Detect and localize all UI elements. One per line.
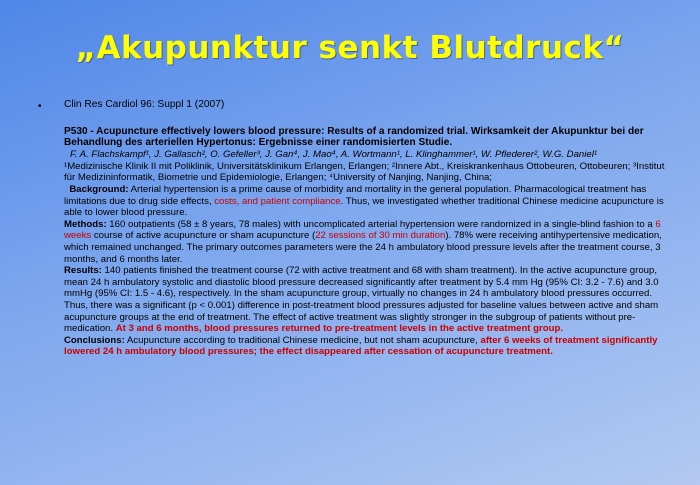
methods-label: Methods: <box>64 218 107 230</box>
methods-highlight-duration: 6 weeks <box>64 218 661 242</box>
background-text-end: . Thus, we investigated whether traditional Chinese medicine acupuncture is able to lower blood pressure. <box>64 195 664 219</box>
slide-title: „Akupunktur senkt Blutdruck“ <box>75 30 625 66</box>
methods-paragraph <box>64 219 670 265</box>
conclusions-label: Conclusions: <box>64 334 125 346</box>
methods-text: 160 outpatients (58 ± 8 years, 78 males) with uncomplicated arterial hypertension were randomized in a single-blind fashion to a <box>106 218 656 230</box>
conclusions-paragraph <box>64 335 670 358</box>
conclusions-text: Acupuncture according to traditional Chinese medicine, but not sham acupuncture, <box>124 334 481 346</box>
results-text: 140 patients finished the treatment course (72 with active treatment and 68 with sham treatment). In the active acupuncture group, mean 24 h ambulatory systolic and diastolic blood pressure decreased significantly after treatment by 5.4 mm Hg (95% CI: 3.2 - 7.6) and 3.0 mmHg (95% CI: 1.5 - 4.6), respectively. In the sham acupuncture group, virtually no changes in 24 h ambulatory blood pressures occurred. Thus, there was a significant (p < 0.001) difference in post-treatment blood pressures adjusted for baseline values between active and sham acupuncture groups at the end of treatment. The effect of active treatment was slightly stronger in the subgroup of patients without pre-medication. <box>64 265 659 335</box>
background-paragraph <box>64 184 670 219</box>
methods-text-mid: course of active acupuncture or sham acupuncture ( <box>91 230 316 242</box>
abstract-content <box>64 99 670 358</box>
citation-source: Clin Res Cardiol 96: Suppl 1 (2007) <box>64 99 225 110</box>
results-paragraph <box>64 265 670 335</box>
background-label: Background: <box>69 183 129 195</box>
author-list: F. A. Flachskampf¹, J. Gallasch², O. Gefeller³, J. Gan⁴, J. Mao⁴, A. Wortmann¹, L. Klinghammer¹, W. Pflederer², W.G. Daniel¹ <box>70 149 598 161</box>
methods-highlight-sessions: 22 sessions of 30 min duration <box>315 230 446 242</box>
results-label: Results: <box>64 265 102 277</box>
affiliations: ¹Medizinische Klinik II mit Poliklinik, Universitätsklinikum Erlangen, Erlangen; ²Innere Abt., Kreiskrankenhaus Ottobeuren, Ottobeuren; ³Institut für Medizininformatik, Biometrie und Epidemiologie, Erlangen; ⁴University of Nanjing, Nanjing, China; <box>64 160 665 184</box>
background-highlight: costs, and patient compliance <box>214 195 341 207</box>
results-highlight: At 3 and 6 months, blood pressures returned to pre-treatment levels in the active treatment group. <box>115 323 564 335</box>
background-text: Arterial hypertension is a prime cause of morbidity and mortality in the general population. Pharmacological treatment has limitations due to drug side effects, <box>64 183 647 207</box>
conclusions-highlight: after 6 weeks of treatment significantly lowered 24 h ambulatory blood pressures; the effect disappeared after cessation of acupuncture treatment. <box>64 334 658 358</box>
bullet-marker: • <box>38 101 42 112</box>
methods-text-end: ). 78% were receiving antihypertensive medication, which remained unchanged. The primary outcomes parameters were the 24 h ambulatory blood pressure levels after the treatment course, 3 months, and 6 months later. <box>64 230 662 265</box>
abstract-heading: P530 - Acupuncture effectively lowers blood pressure: Results of a randomized trial. Wirksamkeit der Akupunktur bei der Behandlung des arteriellen Hypertonus: Ergebnisse einer randomisierten Studie. <box>64 125 644 149</box>
